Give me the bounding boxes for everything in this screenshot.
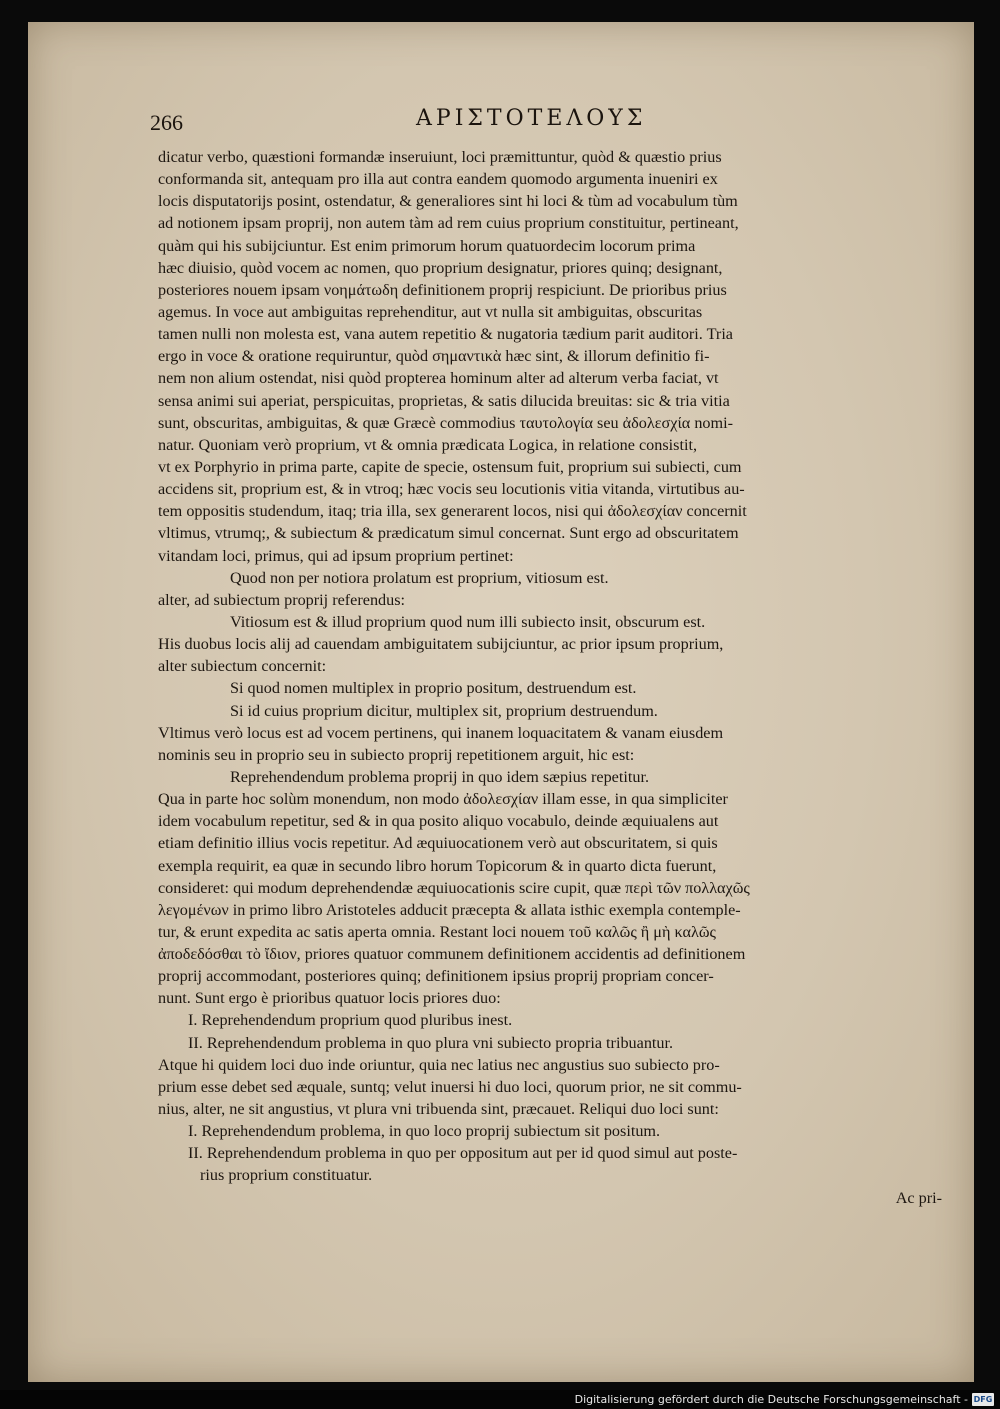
text-line: vt ex Porphyrio in prima parte, capite de specie, ostensum fuit, proprium sui subiecti, cum [158,457,742,476]
digitization-credit [575,1390,994,1409]
text-line: II. Reprehendendum problema in quo per oppositum aut per id quod simul aut poste- [188,1144,738,1163]
text-line: Atque hi quidem loci duo inde oriuntur, quia nec latius nec angustius suo subiecto pro- [158,1055,720,1074]
text-line: His duobus locis alij ad cauendam ambiguitatem subijciuntur, ac prior ipsum proprium, [158,635,724,654]
text-line: II. Reprehendendum problema in quo plura vni subiecto propria tribuantur. [188,1033,674,1052]
text-line: tem oppositis studendum, itaq; tria illa, sex generarent locos, nisi qui ἀδολεσχίαν concernit [158,502,747,521]
text-line: accidens sit, proprium est, & in vtroq; hæc vocis seu locutionis vitia vitanda, virtutibus au- [158,480,745,499]
running-title: ΑΡΙΣΤΟΤΕΛΟΥΣ [416,106,647,131]
text-line: Qua in parte hoc solùm monendum, non modo ἀδολεσχίαν illam esse, in qua simpliciter [158,790,728,809]
text-line: alter subiectum concernit: [158,657,327,676]
text-line: sunt, obscuritas, ambiguitas, & quæ Græcè commodius ταυτολογία seu ἀδολεσχία nomi- [158,413,733,432]
body-text [158,146,948,1209]
text-line: consideret: qui modum deprehendendæ æquiuocationis scire cupit, quæ περὶ τῶν πολλαχῶς [158,878,750,897]
text-line: Reprehendendum problema proprij in quo idem sæpius repetitur. [230,767,649,786]
text-line: vitandam loci, primus, qui ad ipsum proprium pertinet: [158,546,514,565]
text-line: posteriores nouem ipsam νοημάτωδη definitionem proprij respiciunt. De prioribus prius [158,280,727,299]
text-line: alter, ad subiectum proprij referendus: [158,590,406,609]
text-line: ἀποδεδόσθαι τὸ ἴδιον, priores quatuor communem definitionem accidentis ad definitionem [158,945,746,964]
book-page [28,22,974,1382]
text-line: etiam definitio illius vocis repetitur. Ad æquiuocationem verò aut obscuritatem, si quis [158,834,718,853]
text-line: rius proprium constituatur. [200,1166,373,1185]
text-line: ad notionem ipsam proprij, non autem tàm ad rem cuius proprium constituitur, pertineant, [158,214,739,233]
text-line: nem non alium ostendat, nisi quòd propterea hominum alter ad alterum verba faciat, vt [158,369,719,388]
text-line: idem vocabulum repetitur, sed & in qua posito aliquo vocabulo, deinde æquiualens aut [158,812,719,831]
text-line: nius, alter, ne sit angustius, vt plura vni tribuenda sint, præcauet. Reliqui duo loci sunt: [158,1100,719,1119]
text-line: vltimus, vtrumq;, & subiectum & prædicatum simul concernat. Sunt ergo ad obscuritatem [158,524,739,543]
text-line: agemus. In voce aut ambiguitas reprehenditur, aut vt nulla sit ambiguitas, obscuritas [158,302,703,321]
text-line: sensa animi sui aperiat, perspicuitas, proprietas, & satis dilucida breuitas: sic & tria vitia [158,391,730,410]
dfg-logo: DFG [973,1395,993,1404]
text-line: λεγομένων in primo libro Aristoteles adducit præcepta & allata isthic exempla contemple- [158,900,741,919]
text-line: ergo in voce & oratione requiruntur, quòd σημαντικὰ hæc sint, & illorum definitio fi- [158,347,710,366]
text-line: exempla requirit, ea quæ in secundo libro horum Topicorum & in quarto dicta fuerunt, [158,856,717,875]
credit-text: Digitalisierung gefördert durch die Deutsche Forschungsgemeinschaft - [574,1393,968,1406]
text-line: nunt. Sunt ergo è prioribus quatuor locis priores duo: [158,989,501,1008]
text-line: quàm qui his subijciuntur. Est enim primorum horum quatuordecim locorum prima [158,236,696,255]
text-line: natur. Quoniam verò proprium, vt & omnia prædicata Logica, in relatione consistit, [158,435,698,454]
page-header [150,106,940,140]
text-line: Si id cuius proprium dicitur, multiplex sit, proprium destruendum. [230,701,658,720]
text-line: dicatur verbo, quæstioni formandæ inseruiunt, loci præmittuntur, quòd & quæstio prius [158,148,722,166]
text-line: Ac pri- [895,1188,942,1207]
text-line: I. Reprehendendum proprium quod pluribus inest. [188,1011,513,1030]
text-line: prium esse debet sed æquale, suntq; velut inuersi hi duo loci, quorum prior, ne sit commu- [158,1077,742,1096]
text-line: Vitiosum est & illud proprium quod num illi subiecto insit, obscurum est. [230,612,706,631]
text-line: proprij accommodant, posteriores quinq; definitionem ipsius proprij propriam concer- [158,967,714,986]
text-line: tamen nulli non molesta est, vana autem repetitio & nugatoria tædium parit auditori. Tria [158,325,733,344]
page-number: 266 [150,110,183,135]
text-line: locis disputatorijs posint, ostendatur, & generaliores sint hi loci & tùm ad vocabulum tùm [158,192,738,211]
text-line: conformanda sit, antequam pro illa aut contra eandem quomodo argumenta inueniri ex [158,170,718,189]
text-line: Vltimus verò locus est ad vocem pertinens, qui inanem loquacitatem & vanam eiusdem [158,723,724,742]
text-line: nominis seu in proprio seu in subiecto proprij repetitionem arguit, hic est: [158,745,635,764]
text-line: Si quod nomen multiplex in proprio positum, destruendum est. [230,679,637,698]
text-line: Quod non per notiora prolatum est proprium, vitiosum est. [230,568,609,587]
text-line: hæc diuisio, quòd vocem ac nomen, quo proprium designatur, priores quinq; designant, [158,258,723,277]
text-line: I. Reprehendendum problema, in quo loco proprij subiectum sit positum. [188,1122,661,1141]
text-line: tur, & erunt expedita ac satis aperta omnia. Restant loci nouem τοῦ καλῶς ἢ μὴ καλῶς [158,922,716,941]
